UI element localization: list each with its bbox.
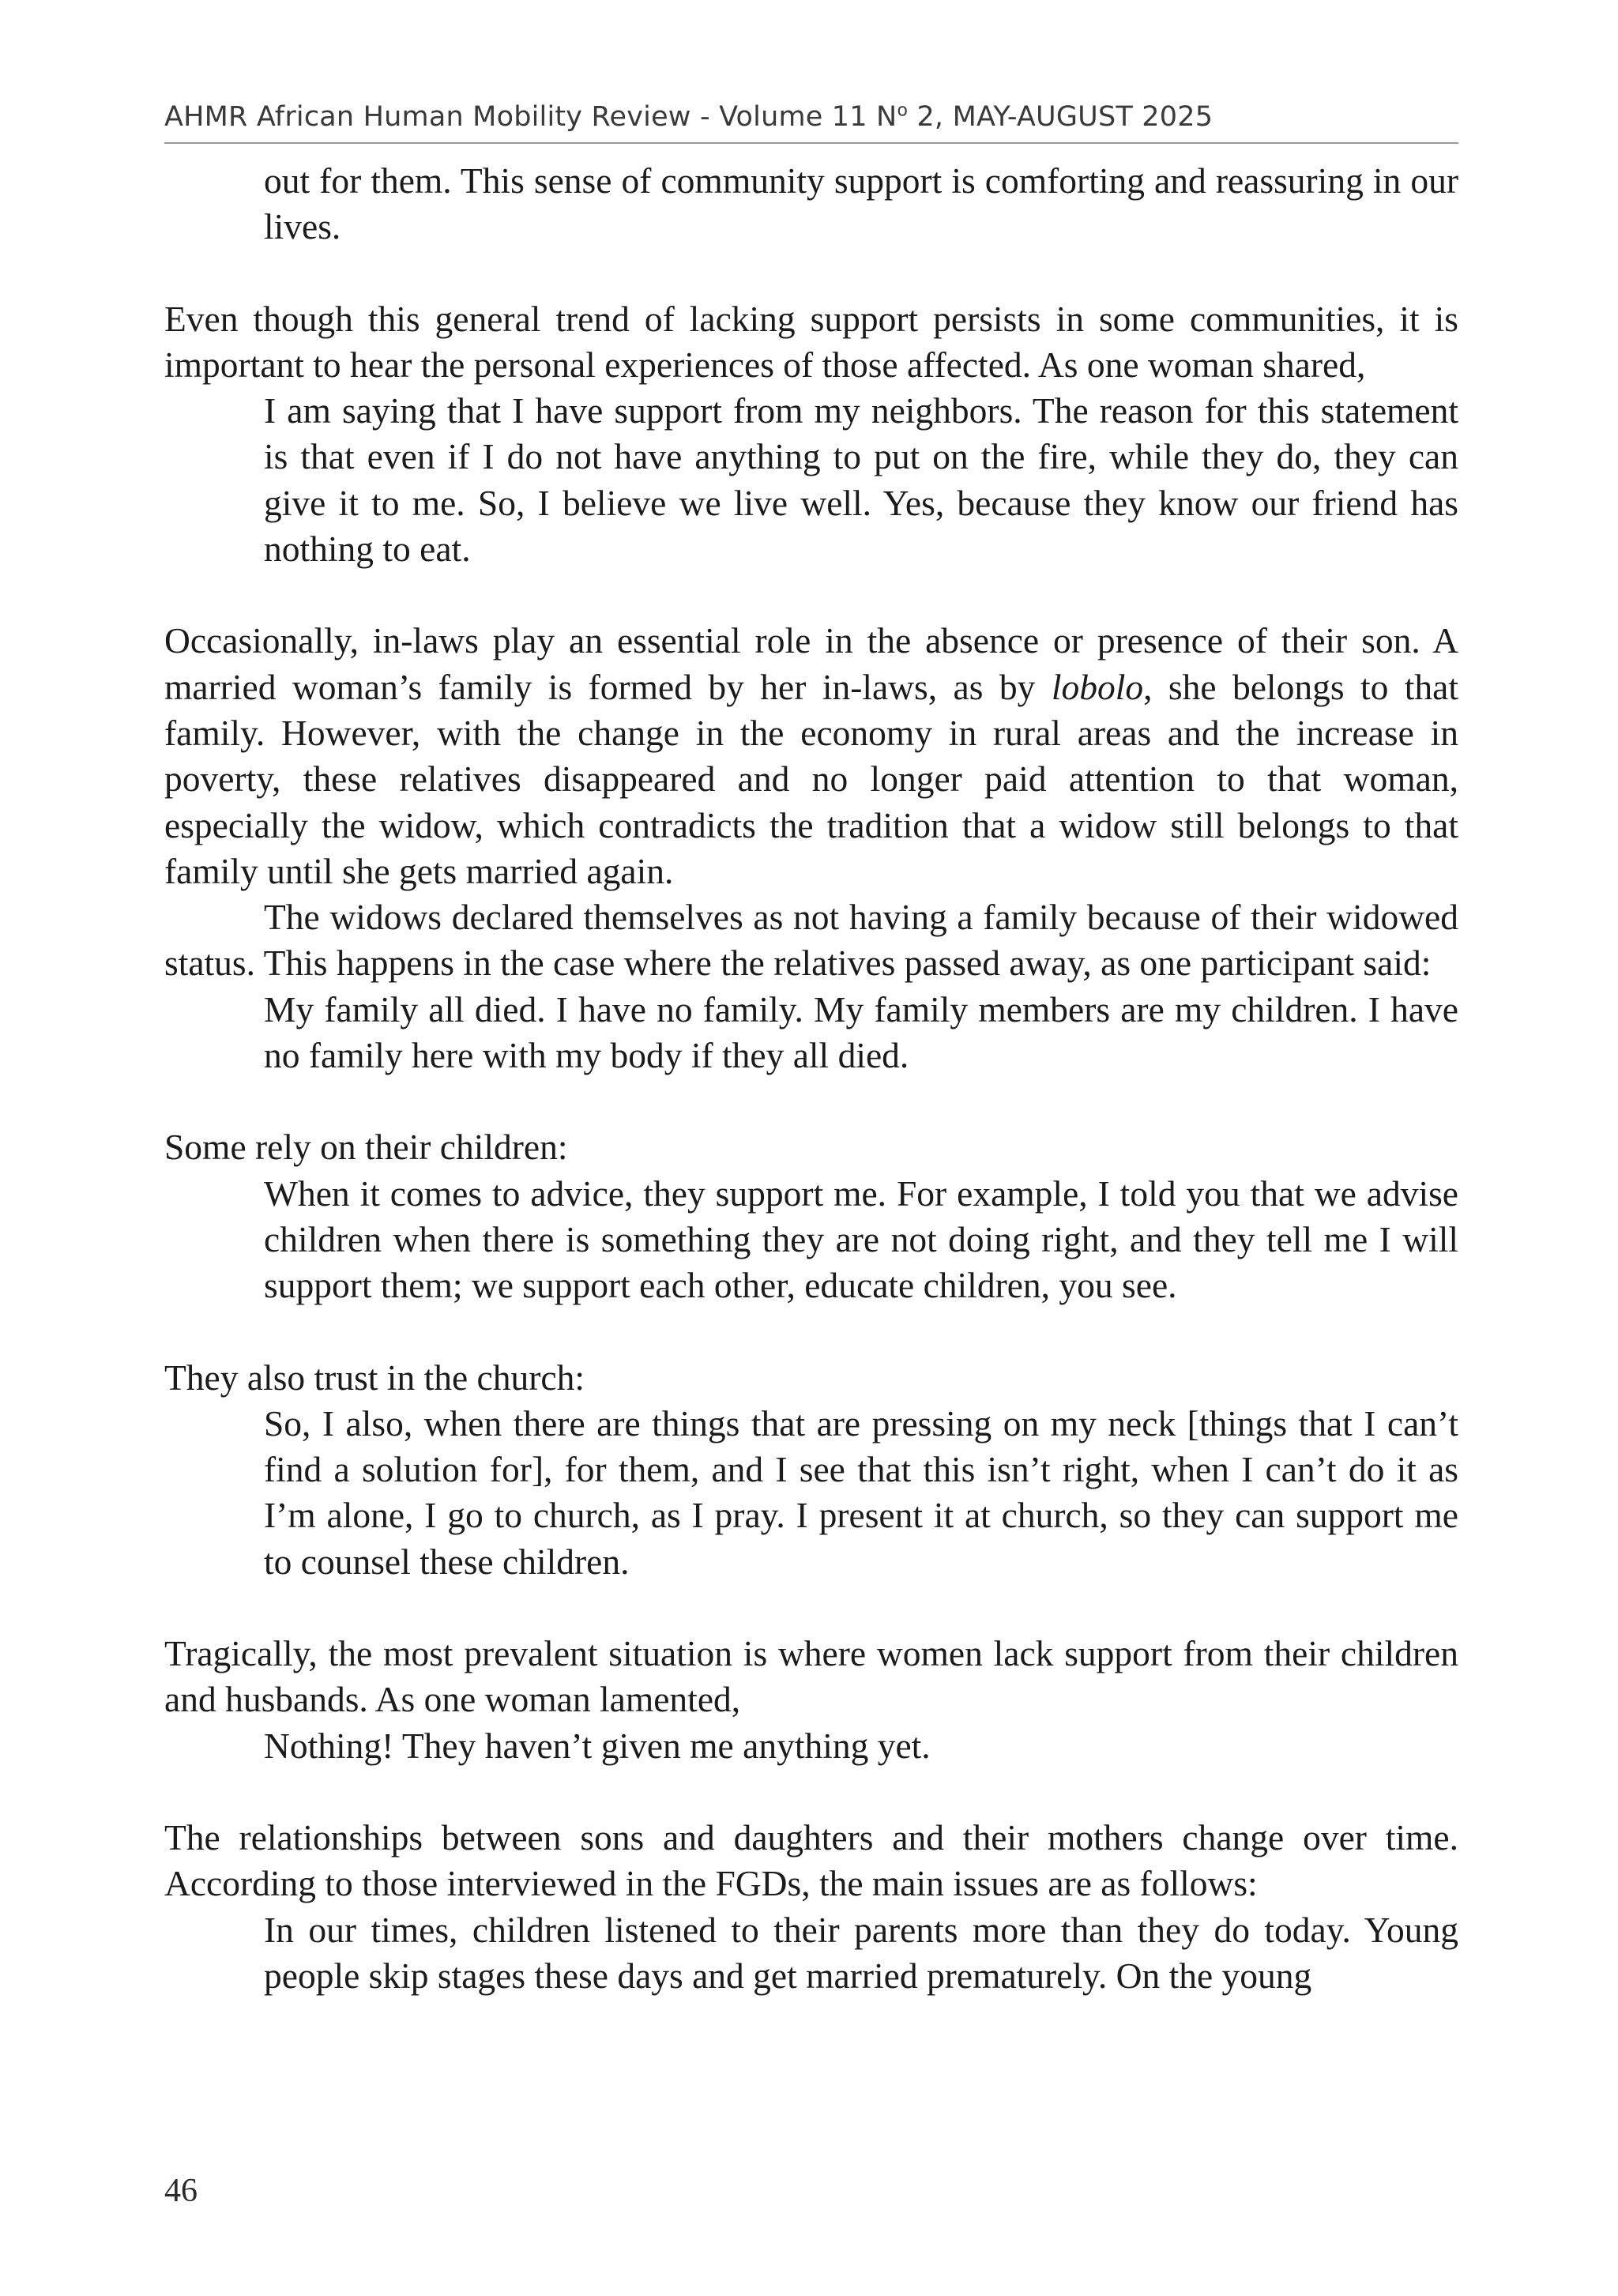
paragraph-3: The widows declared themselves as not having a family because of their widowed status. This happens in the case where the relatives passed away, as one participant said:	[164, 897, 1458, 984]
paragraph-6: Tragically, the most prevalent situation is where women lack support from their children and husbands. As one woman lamented,	[164, 1633, 1458, 1720]
body-text	[164, 158, 1458, 1999]
number-sign-superscript: o	[897, 100, 909, 121]
journal-title-prefix: AHMR African Human Mobility Review - Volume 11 N	[164, 101, 897, 133]
block-quote-6: Nothing! They haven’t given me anything yet.	[264, 1725, 931, 1766]
paragraph-4: Some rely on their children:	[164, 1127, 568, 1168]
block-quote-4: When it comes to advice, they support me. For example, I told you that we advise children when there is something they are not doing right, and they tell me I will support them; we support each other, educate children, you see.	[264, 1172, 1458, 1306]
paragraph-2	[164, 618, 1458, 894]
journal-issue-info: 2, MAY-AUGUST 2025	[908, 101, 1214, 133]
block-quote-3: My family all died. I have no family. My family members are my children. I have no family here with my body if they all died.	[264, 988, 1458, 1076]
block-quote-1: out for them. This sense of community support is comforting and reassuring in our lives.	[264, 160, 1458, 247]
block-quote-7: In our times, children listened to their parents more than they do today. Young people skip stages these days and get married prematurely. On the young	[264, 1909, 1458, 1996]
paragraph-2-text-b: , she belongs to that family. However, with the change in the economy in rural areas and the increase in poverty, these relatives disappeared and no longer paid attention to that woman, especially the widow, which contradicts the tradition that a widow still belongs to that family until she gets married again.	[164, 666, 1458, 891]
paragraph-7: The relationships between sons and daughters and their mothers change over time. According to those interviewed in the FGDs, the main issues are as follows:	[164, 1816, 1458, 1904]
running-header	[164, 100, 1458, 134]
block-quote-2: I am saying that I have support from my neighbors. The reason for this statement is that even if I do not have anything to put on the fire, while they do, they can give it to me. So, I believe we live well. Yes, because they know our friend has nothing to eat.	[264, 390, 1458, 570]
page-number: 46	[164, 2173, 198, 2209]
header-rule	[164, 142, 1458, 144]
block-quote-5: So, I also, when there are things that are pressing on my neck [things that I can’t find a solution for], for them, and I see that this isn’t right, when I can’t do it as I’m alone, I go to church, as I pray. I present it at church, so they can support me to counsel these children.	[264, 1402, 1458, 1582]
paragraph-1: Even though this general trend of lacking support persists in some communities, it is important to hear the personal experiences of those affected. As one woman shared,	[164, 298, 1458, 385]
lobolo-term: lobolo	[1051, 666, 1144, 707]
paragraph-5: They also trust in the church:	[164, 1357, 585, 1398]
paragraph-2-text-a: Occasionally, in-laws play an essential role in the absence or presence of their son. A married woman’s family is formed by her in-laws, as by	[164, 620, 1458, 707]
